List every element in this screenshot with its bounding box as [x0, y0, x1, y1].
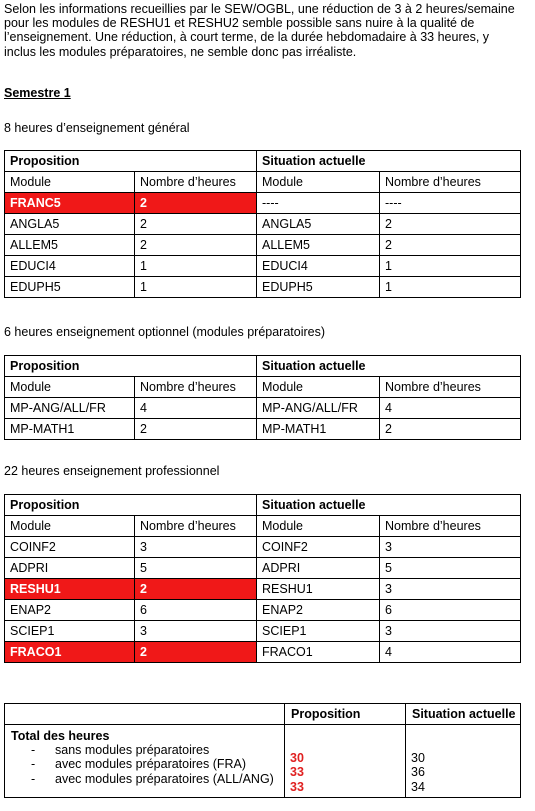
cell-prop-module: RESHU1 [5, 579, 135, 600]
totals-prop-column [290, 751, 304, 794]
cell-prop-module: ALLEM5 [5, 235, 135, 256]
cell-sit-hours: ---- [380, 193, 521, 214]
cell-sit-module: ADPRI [257, 558, 380, 579]
table-row [5, 621, 521, 642]
cell-sit-module: MP-ANG/ALL/FR [257, 398, 380, 419]
cell-sit-module: FRACO1 [257, 642, 380, 663]
table-professional [4, 494, 521, 663]
total-sit-value: 34 [411, 779, 425, 794]
cell-prop-hours: 6 [135, 600, 257, 621]
col-hours: Nombre d’heures [380, 172, 521, 193]
table-row [5, 214, 521, 235]
cell-sit-hours: 3 [380, 537, 521, 558]
col-hours: Nombre d’heures [135, 377, 257, 398]
total-sit-value: 30 [411, 751, 425, 765]
cell-prop-hours: 2 [135, 235, 257, 256]
intro-paragraph: Selon les informations recueillies par le SEW/OGBL, une réduction de 3 à 2 heures/semaine pour les modules de RESHU1 et RESHU2 semble possible sans nuire à la qualité de l’enseignement. Une réduction, à court terme, de la durée hebdomadaire à 33 heures, y inclus les modules préparatoires, ne semble donc pas irréaliste. [4, 2, 515, 59]
cell-prop-hours: 4 [135, 398, 257, 419]
col-module: Module [5, 516, 135, 537]
table-optional [4, 355, 521, 440]
cell-prop-hours: 5 [135, 558, 257, 579]
total-sit-value: 36 [411, 765, 425, 780]
col-module: Module [257, 516, 380, 537]
col-module: Module [5, 172, 135, 193]
cell-sit-module: ANGLA5 [257, 214, 380, 235]
header-situation: Situation actuelle [257, 495, 521, 516]
cell-sit-module: COINF2 [257, 537, 380, 558]
cell-prop-module: MP-MATH1 [5, 419, 135, 440]
cell-sit-module: RESHU1 [257, 579, 380, 600]
cell-prop-module: MP-ANG/ALL/FR [5, 398, 135, 419]
section-label-general: 8 heures d’enseignement général [4, 121, 190, 135]
table-row [5, 193, 521, 214]
table-general [4, 150, 521, 298]
cell-sit-hours: 2 [380, 214, 521, 235]
cell-prop-hours: 2 [135, 419, 257, 440]
total-prop-value: 33 [290, 779, 304, 794]
totals-header-empty [5, 704, 285, 725]
cell-prop-hours: 2 [135, 579, 257, 600]
cell-sit-module: ENAP2 [257, 600, 380, 621]
table-row [5, 558, 521, 579]
totals-line: - avec modules préparatoires (FRA) [31, 757, 247, 772]
cell-sit-hours: 4 [380, 642, 521, 663]
table-row [5, 235, 521, 256]
cell-prop-hours: 1 [135, 277, 257, 298]
cell-sit-hours: 2 [380, 419, 521, 440]
cell-prop-module: FRANC5 [5, 193, 135, 214]
cell-sit-hours: 4 [380, 398, 521, 419]
totals-header-proposition: Proposition [285, 704, 406, 725]
cell-sit-hours: 6 [380, 600, 521, 621]
col-hours: Nombre d’heures [380, 516, 521, 537]
cell-sit-module: ALLEM5 [257, 235, 380, 256]
header-situation: Situation actuelle [257, 356, 521, 377]
semester-heading: Semestre 1 [4, 86, 71, 100]
col-module: Module [5, 377, 135, 398]
col-hours: Nombre d’heures [135, 516, 257, 537]
cell-prop-hours: 3 [135, 537, 257, 558]
cell-sit-module: EDUPH5 [257, 277, 380, 298]
col-hours: Nombre d’heures [380, 377, 521, 398]
cell-sit-module: MP-MATH1 [257, 419, 380, 440]
totals-table [4, 703, 521, 798]
cell-prop-module: ANGLA5 [5, 214, 135, 235]
totals-title: Total des heures [11, 729, 110, 743]
table-row [5, 256, 521, 277]
total-prop-value: 33 [290, 765, 304, 780]
totals-sit-column [411, 751, 425, 794]
header-proposition: Proposition [5, 356, 257, 377]
cell-prop-hours: 2 [135, 642, 257, 663]
cell-prop-hours: 3 [135, 621, 257, 642]
table-row [5, 642, 521, 663]
cell-prop-hours: 2 [135, 214, 257, 235]
cell-prop-module: EDUCI4 [5, 256, 135, 277]
table-row [5, 579, 521, 600]
cell-prop-module: SCIEP1 [5, 621, 135, 642]
cell-prop-module: ENAP2 [5, 600, 135, 621]
header-situation: Situation actuelle [257, 151, 521, 172]
col-hours: Nombre d’heures [135, 172, 257, 193]
col-module: Module [257, 377, 380, 398]
cell-sit-module: EDUCI4 [257, 256, 380, 277]
table-row [5, 277, 521, 298]
table-row [5, 419, 521, 440]
table-row [5, 600, 521, 621]
section-label-optional: 6 heures enseignement optionnel (modules préparatoires) [4, 325, 326, 339]
header-proposition: Proposition [5, 151, 257, 172]
cell-prop-hours: 1 [135, 256, 257, 277]
table-row [5, 398, 521, 419]
cell-prop-hours: 2 [135, 193, 257, 214]
cell-sit-hours: 3 [380, 579, 521, 600]
col-module: Module [257, 172, 380, 193]
cell-prop-module: ADPRI [5, 558, 135, 579]
totals-line: - sans modules préparatoires [31, 743, 210, 757]
cell-sit-module: SCIEP1 [257, 621, 380, 642]
totals-line: - avec modules préparatoires (ALL/ANG) [31, 771, 274, 786]
cell-prop-module: COINF2 [5, 537, 135, 558]
header-proposition: Proposition [5, 495, 257, 516]
section-label-professional: 22 heures enseignement professionnel [4, 464, 220, 478]
total-prop-value: 30 [290, 751, 304, 765]
table-row [5, 537, 521, 558]
cell-sit-hours: 1 [380, 256, 521, 277]
cell-sit-hours: 5 [380, 558, 521, 579]
totals-header-situation: Situation actuelle [406, 704, 521, 725]
cell-prop-module: EDUPH5 [5, 277, 135, 298]
cell-sit-module: ---- [257, 193, 380, 214]
cell-prop-module: FRACO1 [5, 642, 135, 663]
totals-labels [5, 725, 285, 798]
cell-sit-hours: 1 [380, 277, 521, 298]
cell-sit-hours: 2 [380, 235, 521, 256]
cell-sit-hours: 3 [380, 621, 521, 642]
